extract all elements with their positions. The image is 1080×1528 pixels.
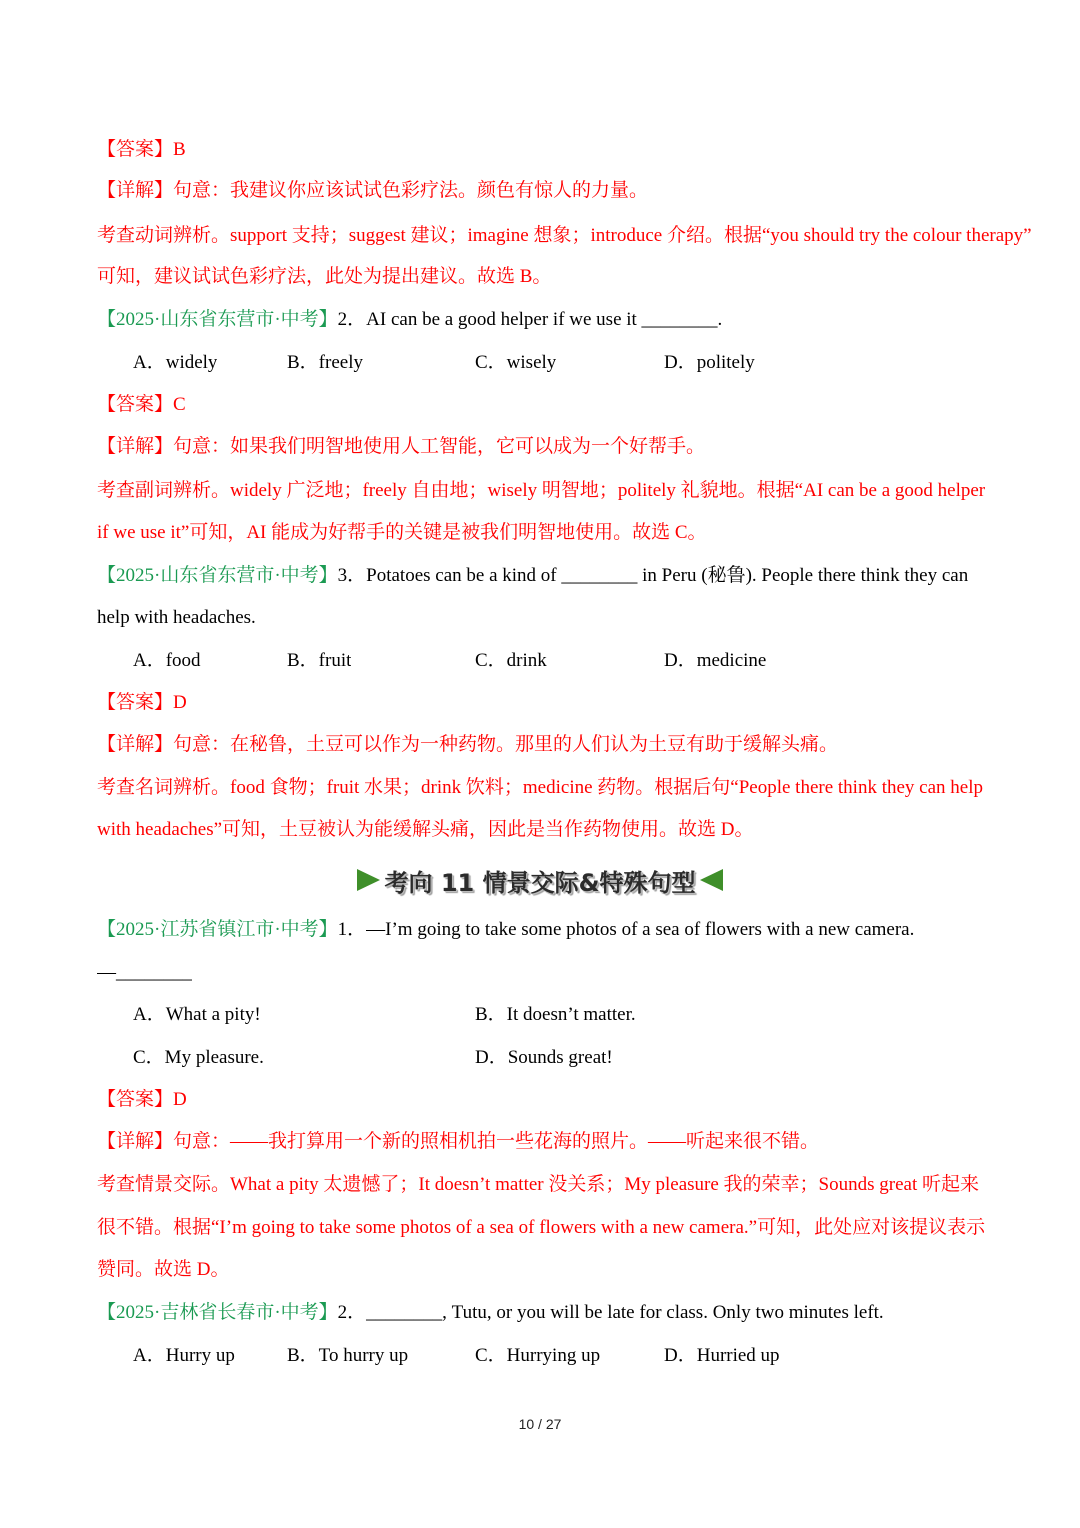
page-number: 10 / 27: [518, 1416, 562, 1432]
analysis-line: 考查副词辨析。widely 广泛地；freely 自由地；wisely 明智地；politely 礼貌地。根据“AI can be a good helper: [97, 480, 986, 501]
analysis-line: 可知，建议试试色彩疗法，此处为提出建议。故选 B。: [97, 266, 552, 287]
option-b: B．freely: [287, 352, 363, 373]
triangle-left-icon: [700, 869, 723, 891]
option-a: A．widely: [133, 352, 218, 373]
question-stem-continued: help with headaches.: [97, 607, 256, 628]
question-stem: 2．________, Tutu, or you will be late for class. Only two minutes left.: [337, 1302, 884, 1323]
option-d: D．medicine: [664, 650, 767, 671]
question-stem-continued: —________: [97, 962, 192, 983]
question-line: [97, 917, 914, 943]
option-a: A．food: [133, 650, 201, 671]
question-stem: 3．Potatoes can be a kind of ________ in Peru (秘鲁). People there think they can: [337, 565, 969, 586]
option-b: B．fruit: [287, 650, 352, 671]
explanation-line: 【详解】句意：我建议你应该试试色彩疗法。颜色有惊人的力量。: [97, 180, 649, 201]
question-source-tag: 【2025·江苏省镇江市·中考】: [97, 919, 338, 940]
option-c: C．wisely: [475, 352, 557, 373]
question-source-tag: 【2025·山东省东营市·中考】: [97, 565, 338, 586]
option-d: D．Sounds great!: [475, 1047, 613, 1068]
option-d: D．Hurried up: [664, 1345, 780, 1366]
analysis-line: 很不错。根据“I’m going to take some photos of a sea of flowers with a new camera.”可知，此处应对该提议表示: [97, 1217, 986, 1238]
question-stem: 1．—I’m going to take some photos of a sea of flowers with a new camera.: [337, 919, 915, 940]
answer-label: 【答案】C: [97, 394, 186, 415]
option-a: A．What a pity!: [133, 1004, 261, 1025]
question-line: [97, 307, 722, 333]
section-heading-text: 考向 11 情景交际&特殊句型: [384, 868, 696, 897]
option-b: B．To hurry up: [287, 1345, 409, 1366]
triangle-right-icon: [357, 869, 380, 891]
answer-label: 【答案】D: [97, 692, 187, 713]
section-heading: [0, 863, 1080, 897]
question-line: [97, 1300, 884, 1326]
analysis-line: 考查动词辨析。support 支持；suggest 建议；imagine 想象；introduce 介绍。根据“you should try the colour therapy”: [97, 225, 1032, 246]
question-source-tag: 【2025·吉林省长春市·中考】: [97, 1302, 338, 1323]
option-c: C．Hurrying up: [475, 1345, 601, 1366]
analysis-line: 考查名词辨析。food 食物；fruit 水果；drink 饮料；medicine 药物。根据后句“People there think they can help: [97, 777, 983, 798]
option-d: D．politely: [664, 352, 755, 373]
answer-label: 【答案】D: [97, 1089, 187, 1110]
option-b: B．It doesn’t matter.: [475, 1004, 636, 1025]
explanation-line: 【详解】句意：如果我们明智地使用人工智能，它可以成为一个好帮手。: [97, 436, 706, 457]
explanation-line: 【详解】句意：——我打算用一个新的照相机拍一些花海的照片。——听起来很不错。: [97, 1131, 820, 1152]
analysis-line: 赞同。故选 D。: [97, 1259, 230, 1280]
answer-label: 【答案】B: [97, 139, 186, 160]
question-stem: 2．AI can be a good helper if we use it ________.: [337, 309, 723, 330]
option-a: A．Hurry up: [133, 1345, 235, 1366]
question-line: [97, 563, 968, 589]
analysis-line: 考查情景交际。What a pity 太遗憾了；It doesn’t matter 没关系；My pleasure 我的荣幸；Sounds great 听起来: [97, 1174, 979, 1195]
analysis-line: if we use it”可知，AI 能成为好帮手的关键是被我们明智地使用。故选 C。: [97, 522, 707, 543]
question-source-tag: 【2025·山东省东营市·中考】: [97, 309, 338, 330]
explanation-line: 【详解】句意：在秘鲁，土豆可以作为一种药物。那里的人们认为土豆有助于缓解头痛。: [97, 734, 839, 755]
option-c: C．My pleasure.: [133, 1047, 264, 1068]
analysis-line: with headaches”可知，土豆被认为能缓解头痛，因此是当作药物使用。故选 D。: [97, 819, 754, 840]
option-c: C．drink: [475, 650, 547, 671]
